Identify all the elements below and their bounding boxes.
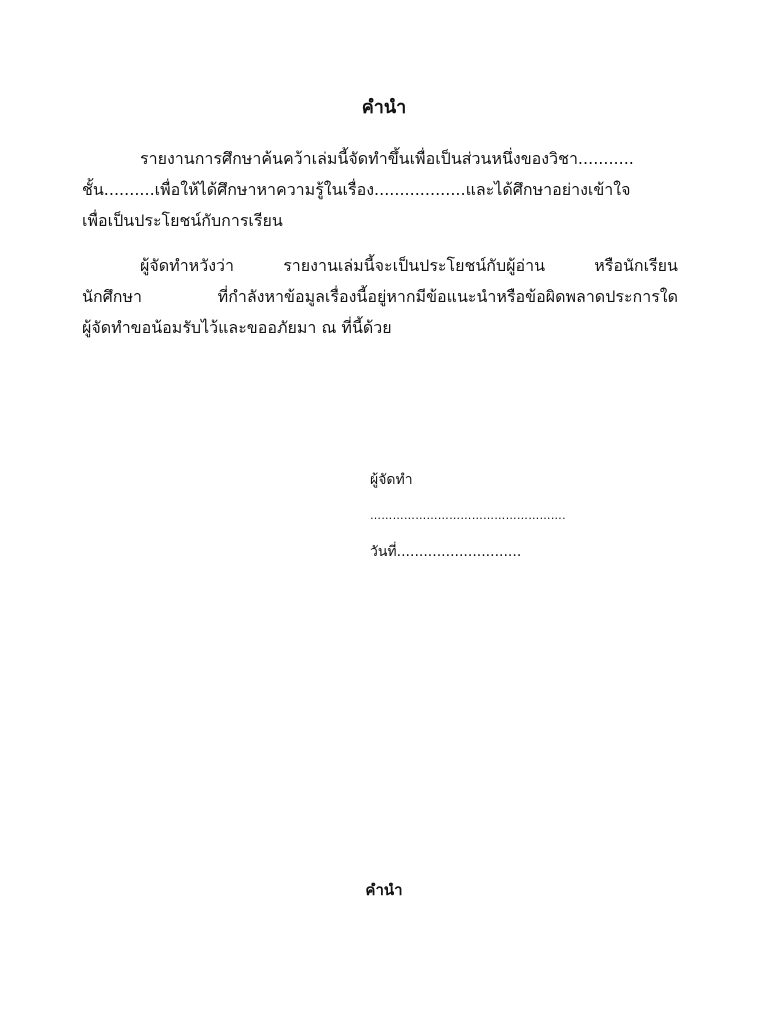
paragraph-2 [82, 250, 678, 343]
paragraph-2-line-1: ผู้จัดทำหวังว่า รายงานเล่มนี้จะเป็นประโยชน์กับผู้อ่าน หรือนักเรียน [140, 256, 678, 275]
next-page-title: คำนำ [365, 881, 403, 899]
author-label: ผู้จัดทำ [370, 472, 413, 488]
signature-block [370, 466, 630, 574]
paragraph-1-line-2: ชั้น..........เพื่อให้ได้ศึกษาหาความรู้ในเรื่อง..................และได้ศึกษาอย่างเข้าใจ [82, 180, 631, 199]
paragraph-1 [82, 143, 678, 236]
paragraph-2-line-3: ผู้จัดทำขอน้อมรับไว้และขออภัยมา ณ ที่นี้ด้วย [82, 318, 392, 337]
paragraph-1-line-1: รายงานการศึกษาค้นคว้าเล่มนี้จัดทำขึ้นเพื่อเป็นส่วนหนึ่งของวิชา........... [140, 149, 634, 168]
document-title: คำนำ [361, 97, 407, 118]
paragraph-2-line-2: นักศึกษา ที่กำลังหาข้อมูลเรื่องนี้อยู่หากมีข้อแนะนำหรือข้อผิดพลาดประการใด [82, 287, 678, 306]
signature-dotted-line: ……………………………………………. [370, 509, 566, 522]
date-label: วันที่............................ [370, 544, 522, 560]
paragraph-1-line-3: เพื่อเป็นประโยชน์กับการเรียน [82, 211, 283, 230]
